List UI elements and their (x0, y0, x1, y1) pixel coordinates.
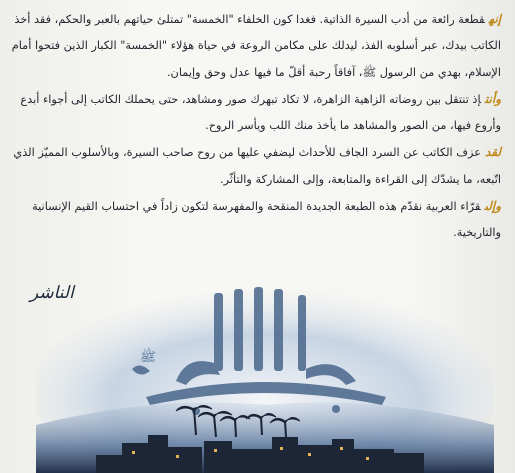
lead-word: وإلى (484, 199, 501, 214)
paragraph-text: عزف الكاتب عن السرد الجاف للأحداث ليضفي عليها من روح صاحب السيرة، وبالأسلوب المميّز الذي اتّبعه، ما يشدّك إلى القراءة والمتابعة، وإلى المشاركة والتأثّر. (13, 146, 501, 186)
honorific-mark: ﷺ (140, 350, 156, 365)
lead-word: لقد (484, 145, 501, 160)
lead-word: إنه (488, 12, 501, 26)
paragraph-text: إذ تنتقل بين روضاته الزاهية الزاهرة، لا تكاد تبهرك صور ومشاهد، حتى يحملك الكاتب إلى أجواء أبدع وأروع فيها، من الصور والمشاهد ما يأخذ منك اللب ويأسر الروح. (20, 92, 501, 133)
paragraph-3 (10, 139, 501, 193)
cover-emblem-image (36, 285, 494, 473)
paragraph-4 (10, 193, 501, 247)
publisher-signature: الناشر (30, 283, 74, 303)
paragraph-text: قرّاء العربية نقدّم هذه الطبعة الجديدة المنقحة والمفهرسة لتكون زاداً في احتساب القيم الإنسانية والتاريخية. (32, 200, 501, 240)
paragraph-text: قطعة رائعة من أدب السيرة الذاتية. فغدا كون الخلفاء "الخمسة" تمتلئ حياتهم بالعبر والحكم، فقد أخذ الكاتب بيدك، عبر أسلوبه الفذ، ليدلك على مكامن الروعة في حياة هؤلاء "الخمسة" الكبار الذين فتحوا أمام الإسلام، بهدي من الرسول ﷺ، آفاقاً رحبة أقلّ ما فيها عدل وحق وإيمان. (11, 13, 501, 79)
paragraph-1 (10, 6, 501, 86)
blurb-text (10, 6, 501, 247)
paragraph-2 (10, 86, 501, 140)
lead-word: وأنت (484, 91, 501, 106)
